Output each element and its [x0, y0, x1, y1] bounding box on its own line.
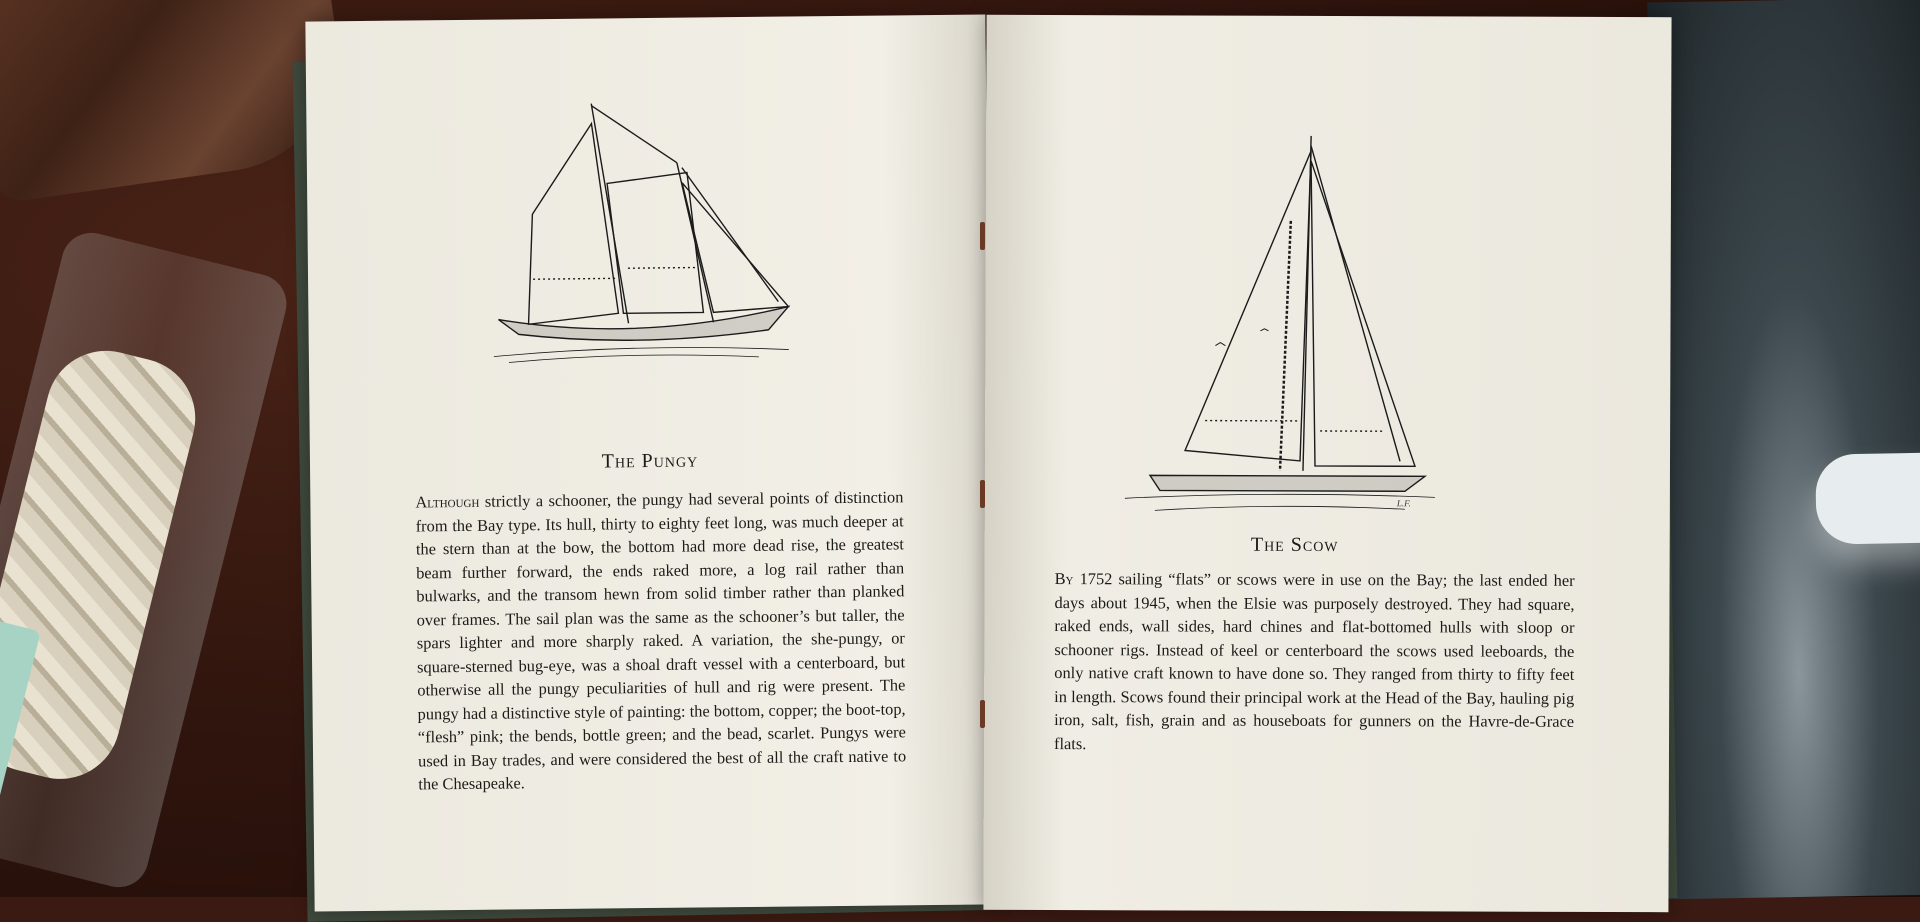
scow-description	[1054, 567, 1575, 757]
pungy-description	[415, 485, 906, 796]
binding-stitch	[980, 700, 985, 728]
right-page	[983, 15, 1671, 912]
binding-stitch	[980, 222, 985, 250]
binding-stitch	[980, 480, 985, 508]
scow-heading: The Scow	[1145, 533, 1445, 557]
pungy-schooner-illustration	[486, 91, 799, 364]
pungy-lead-word: Although	[415, 492, 479, 512]
artist-initials: L.F.	[1397, 498, 1411, 508]
motorboat-photo	[1815, 452, 1920, 544]
scow-sloop-illustration	[1115, 130, 1446, 531]
pungy-heading: The Pungy	[500, 448, 800, 474]
scow-lead-word: By	[1055, 569, 1074, 588]
pungy-paragraph: strictly a schooner, the pungy had several points of distinction from the Bay type. Its hull, thirty to eighty feet long, was much deeper at the stern than at the bow, the bottom had more dead rise, the greatest beam further forward, the ends raked more, a log rail rather than bulwarks, and the transom hewn from solid timber rather than planked over frames. The sail plan was the same as the schooner’s but taller, the spars lighter and more sharply raked. A variation, the she-pungy, or square-sterned bug-eye, was a shoal draft vessel with a centerboard, but otherwise all the pungy peculiarities of hull and rig were present. The pungy had a distinctive style of painting: the bottom, copper; the boot-top, “flesh” pink; the bends, bottle green; and the bead, scarlet. Pungys were used in Bay trades, and were considered the best of all the craft native to the Chesapeake.	[416, 487, 907, 793]
braided-rope	[0, 338, 208, 792]
scow-paragraph: 1752 sailing “flats” or scows were in use on the Bay; the last ended her days about 1945, when the Elsie was purposely destroyed. They had square, raked ends, wall sides, hard chines and flat-bottomed hulls with sloop or schooner rigs. Instead of keel or centerboard the scows used leeboards, the only native craft known to have done so. They ranged from thirty to fifty feet in length. Scows found their principal work at the Head of the Bay, hauling pig iron, salt, fish, grain and as houseboats for gunners on the Havre-de-Grace flats.	[1054, 569, 1575, 753]
magazine-cover	[1647, 0, 1920, 899]
left-page	[305, 14, 994, 911]
